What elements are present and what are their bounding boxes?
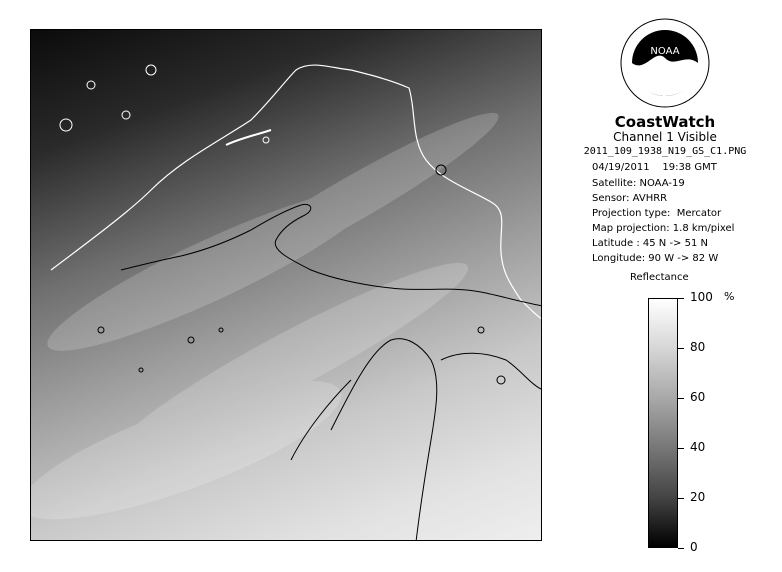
sensor: Sensor: AVHRR: [592, 193, 668, 204]
coastline-overlay: [31, 30, 542, 541]
projection-type: Projection type: Mercator: [592, 208, 722, 219]
satellite: Satellite: NOAA-19: [592, 178, 685, 189]
colorbar-tick-label: 40: [690, 440, 706, 454]
colorbar-tick-mark: [678, 548, 684, 549]
filename: 2011_109_1938_N19_GS_C1.PNG: [583, 146, 747, 157]
colorbar-tick-label: 100: [690, 290, 713, 304]
colorbar-tick-label: 20: [690, 490, 706, 504]
colorbar-tick-label: 0: [690, 540, 698, 554]
longitude-range: Longitude: 90 W -> 82 W: [592, 253, 719, 264]
colorbar: [648, 298, 678, 548]
colorbar-tick-mark: [678, 398, 684, 399]
colorbar-tick-mark: [678, 498, 684, 499]
colorbar-unit: %: [724, 290, 735, 303]
satellite-image: [30, 29, 542, 541]
map-projection: Map projection: 1.8 km/pixel: [592, 223, 735, 234]
colorbar-tick-mark: [678, 448, 684, 449]
legend-panel: [548, 0, 782, 572]
colorbar-tick-label: 60: [690, 390, 706, 404]
colorbar-tick-mark: [678, 298, 684, 299]
channel-label: Channel 1 Visible: [613, 130, 717, 144]
noaa-logo-text: NOAA: [650, 46, 680, 57]
noaa-logo: [620, 18, 710, 108]
date-time: 04/19/2011 19:38 GMT: [592, 162, 717, 173]
latitude-range: Latitude : 45 N -> 51 N: [592, 238, 708, 249]
colorbar-label: Reflectance: [630, 272, 689, 283]
colorbar-tick-mark: [678, 348, 684, 349]
colorbar-tick-label: 80: [690, 340, 706, 354]
product-title: CoastWatch: [614, 113, 716, 131]
